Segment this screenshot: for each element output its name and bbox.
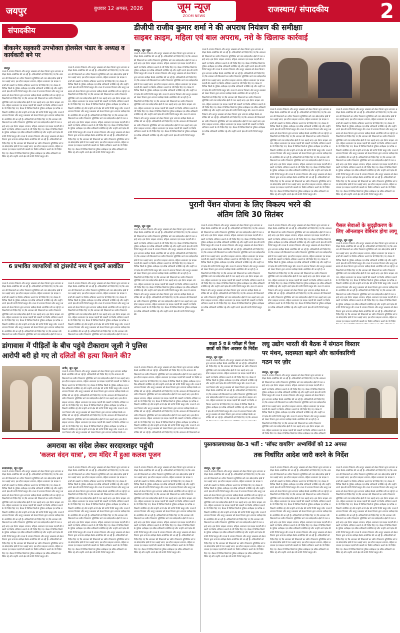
tikaram-col-2: राज्य में अपराध नियंत्रण और कानून व्यवस्था को लेकर विभाग द्वारा लगातार समीक्षा बैठकें आयोजित की जा रही हैं। अधिकारियों को निर्देश दिए गए कि आमजन की शिकायतों का त्वरित निस्तारण सुनिश्चित करें तथा संवेदनशील क्षेत्रों में गश्त बढ़ाई जाए। इस दौरान साइबर अपराध, महिला अत्याचार एवं मादक पदार्थों की तस्करी पर विशेष अभियान चलाने के भी निर्देश दिए गए। बैठक में विभिन्न जिलों के पुलिस अधीक्षक एवं वरिष्ठ अधिकारी उपस्थित रहे और उन्होंने अपने क्षेत्र की प्रगति रिपोर्ट प्रस्तुत की। राज्य में अपराध नियंत्रण और कानून व्यवस्था को लेकर विभाग द्वारा लगातार समीक्षा बैठकें आयोजित की जा रही हैं। अधिकारियों को निर्देश दिए गए कि आमजन की शिकायतों का त्वरित निस्तारण सुनिश्चित करें तथा संवेदनशील क्षेत्रों में गश्त बढ़ाई जाए। इस दौरान साइबर अपराध, महिला अत्याचार एवं मादक पदार्थों की तस्करी पर विशेष अभियान चलाने के भी निर्देश दिए गए। बैठक में विभिन्न जिलों के पुलिस अधीक्षक एवं वरिष्ठ अधिकारी उपस्थित रहे और उन्होंने अपने क्षेत्र की प्रगति रिपोर्ट प्रस्तुत की। राज्य में अपराध नियंत्रण और कानून व्यवस्था को लेकर विभाग द्वारा लगातार समीक्षा बैठकें आयोजित की जा रही हैं। अधिकारियों को निर्देश दिए गए कि आमजन की शिकायतों का त्वरित निस्तारण सुनिश्चित करें तथा संवेदनशील क्षेत्रों में गश्त बढ़ाई जाए। इस दौरान साइबर अपराध, महिला अत्याचार एवं मादक पदार्थों की तस्करी पर विशेष अभियान चलाने के भी निर्देश दिए गए। बैठक में विभिन्न जिलों के पुलिस अधीक्षक एवं वरिष्ठ अधिकारी उपस्थित रहे और उन्होंने अपने क्षेत्र की प्रगति रिपोर्ट प्रस्तुत की। राज्य में अपराध नियंत्रण और कानून व्यवस्था को लेकर विभाग द्वारा लगातार समीक्षा बैठकें आयोजित की जा रही हैं। अधिकारियों को निर्देश दिए गए कि आमजन की शिकायतों का [134, 366, 202, 434]
tikaram-photo [2, 366, 60, 432]
kalash-body [2, 466, 198, 630]
side-story-body: राज्य में अपराध नियंत्रण और कानून व्यवस्था को लेकर विभाग द्वारा लगातार समीक्षा बैठकें आयोजित की जा रही हैं। अधिकारियों को निर्देश दिए गए कि आमजन की शिकायतों का त्वरित निस्तारण सुनिश्चित करें तथा संवेदनशील क्षेत्रों में गश्त बढ़ाई जाए। इस दौरान साइबर अपराध, महिला अत्याचार एवं मादक पदार्थों की तस्करी पर विशेष अभियान चलाने के भी निर्देश दिए गए। बैठक में विभिन्न जिलों के पुलिस अधीक्षक एवं वरिष्ठ अधिकारी उपस्थित रहे और उन्होंने अपने क्षेत्र की प्रगति रिपोर्ट प्रस्तुत की। राज्य में अपराध नियंत्रण और कानून व्यवस्था को लेकर विभाग द्वारा लगातार समीक्षा बैठकें आयोजित की जा रही हैं। अधिकारियों को निर्देश दिए गए कि आमजन की शिकायतों का त्वरित निस्तारण सुनिश्चित करें तथा संवेदनशील क्षेत्रों में गश्त बढ़ाई जाए। इस दौरान साइबर अपराध, महिला अत्याचार एवं मादक पदार्थों की तस्करी पर विशेष अभियान चलाने के भी निर्देश दिए गए। बैठक में विभिन्न जिलों के पुलिस अधीक्षक एवं वरिष्ठ अधिकारी उपस्थित रहे और उन्होंने अपने क्षेत्र की प्रगति रिपोर्ट प्रस्तुत की। राज्य में अपराध नियंत्रण और कानून व्यवस्था को लेकर विभाग द्वारा लगातार समीक्षा बैठकें आयोजित की जा रही हैं। अधिकारियों को निर्देश दिए गए कि आमजन की शिकायतों का त्वरित निस्तारण सुनिश्चित करें तथा संवेदनशील क्षेत्रों में गश्त बढ़ाई जाए। इस दौरान साइबर अपराध, महिला अत्याचार एवं मादक पदार्थों की तस्करी पर विशेष अभियान चलाने के भी निर्देश दिए गए। बैठक में विभिन्न जिलों के पुलिस अधीक्षक एवं वरिष्ठ अधिकारी उपस्थित रहे और उन्होंने अपने क्षेत्र की प्रगति रिपोर्ट प्रस्तुत की। राज्य में अपराध नियंत्रण और कानून व्यवस्था को लेकर विभाग द्वारा लगातार समीक्षा बैठकें आयोजित की जा रही हैं। अधिकारियों को निर्देश दिए गए कि आमजन की शिकायतों का त्वरित निस्तारण सुनिश्चित करें तथा संवेदनशील क्षेत्रों में गश्त बढ़ाई जाए। इस दौरान साइबर अपराध, महिला अत्याचार एवं मादक पदार्थों की तस्करी पर विशेष अभियान चलाने के भी निर्देश [336, 241, 398, 323]
pension-col-1: राज्य में अपराध नियंत्रण और कानून व्यवस्था को लेकर विभाग द्वारा लगातार समीक्षा बैठकें आयोजित की जा रही हैं। अधिकारियों को निर्देश दिए गए कि आमजन की शिकायतों का त्वरित निस्तारण सुनिश्चित करें तथा संवेदनशील क्षेत्रों में गश्त बढ़ाई जाए। इस दौरान साइबर अपराध, महिला अत्याचार एवं मादक पदार्थों की तस्करी पर विशेष अभियान चलाने के भी निर्देश दिए गए। बैठक में विभिन्न जिलों के पुलिस अधीक्षक एवं वरिष्ठ अधिकारी उपस्थित रहे और उन्होंने अपने क्षेत्र की प्रगति रिपोर्ट प्रस्तुत की। राज्य में अपराध नियंत्रण और कानून व्यवस्था को लेकर विभाग द्वारा लगातार समीक्षा बैठकें आयोजित की जा रही हैं। अधिकारियों को निर्देश दिए गए कि आमजन की शिकायतों का त्वरित निस्तारण सुनिश्चित करें तथा संवेदनशील क्षेत्रों में गश्त बढ़ाई जाए। इस दौरान साइबर अपराध, महिला अत्याचार एवं मादक पदार्थों की तस्करी पर विशेष अभियान चलाने के भी निर्देश दिए गए। बैठक में विभिन्न जिलों के पुलिस अधीक्षक एवं वरिष्ठ अधिकारी उपस्थित रहे और उन्होंने अपने क्षेत्र की प्रगति रिपोर्ट प्रस्तुत की। राज्य में अपराध नियंत्रण और कानून व्यवस्था को लेकर विभाग द्वारा लगातार समीक्षा बैठकें आयोजित की जा रही हैं। अधिकारियों को निर्देश दिए गए कि आमजन की शिकायतों का त्वरित निस्तारण सुनिश्चित करें तथा संवेदनशील क्षेत्रों में गश्त बढ़ाई जाए। इस दौरान साइबर अपराध, महिला अत्याचार एवं मादक पदार्थों की तस्करी पर विशेष अभियान चलाने के भी निर्देश दिए गए। बैठक में विभिन्न जिलों के पुलिस अधीक्षक एवं वरिष्ठ अधिकारी उपस्थित रहे और उन्होंने अपने क्षेत्र की प्रगति रिपोर्ट प्रस्तुत की। राज्य में अपराध नियंत्रण और कानून व्यवस्था को लेकर विभाग द्वारा लगातार समीक्षा बैठकें आयोजित की जा रही हैं। अधिकारियों को निर्देश दिए गए कि आमजन की शिकायतों का त्वरित निस्तारण सुनिश्चित करें तथा संवेदनशील क्षेत्रों में गश्त बढ़ाई जाए। इस दौरान साइबर अपराध, महिला अत्याचार एवं मादक पदार्थों की तस्करी पर विशेष अभियान चलाने के भी निर्देश दिए गए। बैठक में विभिन्न जिलों के पुलिस अधीक्षक एवं वरिष्ठ अधिकारी उपस्थित रहे और उन्होंने अपने क्षेत्र की प्रगति रिपोर्ट प्रस्तुत की। [134, 228, 198, 317]
editorial-box-col-2: राज्य में अपराध नियंत्रण और कानून व्यवस्था को लेकर विभाग द्वारा लगातार समीक्षा बैठकें आयोजित की जा रही हैं। अधिकारियों को निर्देश दिए गए कि आमजन की शिकायतों का त्वरित निस्तारण सुनिश्चित करें तथा संवेदनशील क्षेत्रों में गश्त बढ़ाई जाए। इस दौरान साइबर अपराध, महिला अत्याचार एवं मादक पदार्थों की तस्करी पर विशेष अभियान चलाने के भी निर्देश दिए गए। बैठक में विभिन्न जिलों के पुलिस अधीक्षक एवं वरिष्ठ अधिकारी उपस्थित रहे और उन्होंने अपने क्षेत्र की प्रगति रिपोर्ट प्रस्तुत की। राज्य में अपराध नियंत्रण और कानून व्यवस्था को लेकर विभाग द्वारा लगातार समीक्षा बैठकें आयोजित की जा रही हैं। अधिकारियों को निर्देश दिए गए कि आमजन की शिकायतों का त्वरित निस्तारण सुनिश्चित करें तथा संवेदनशील क्षेत्रों में गश्त बढ़ाई जाए। इस दौरान साइबर अपराध, महिला अत्याचार एवं मादक पदार्थों की तस्करी पर विशेष अभियान चलाने के भी निर्देश दिए गए। बैठक में विभिन्न जिलों के पुलिस अधीक्षक एवं वरिष्ठ अधिकारी उपस्थित रहे और उन्होंने अपने क्षेत्र की प्रगति रिपोर्ट प्रस्तुत की। राज्य में अपराध नियंत्रण और कानून व्यवस्था को लेकर विभाग द्वारा लगातार समीक्षा बैठकें आयोजित की जा रही हैं। अधिकारियों को निर्देश दिए गए कि आमजन की शिकायतों का त्वरित निस्तारण सुनिश्चित करें तथा संवेदनशील क्षेत्रों में गश्त ब [68, 282, 130, 336]
section-label: राजस्थान/ संपादकीय [268, 5, 329, 14]
kalash-headline-2: 'कलश वंदन यात्रा', राम मंदिर में हुआ कलश पूजन [39, 451, 161, 459]
editorial-body [2, 66, 130, 260]
logo [152, 1, 236, 21]
editorial-box-col-1: राज्य में अपराध नियंत्रण और कानून व्यवस्था को लेकर विभाग द्वारा लगातार समीक्षा बैठकें आयोजित की जा रही हैं। अधिकारियों को निर्देश दिए गए कि आमजन की शिकायतों का त्वरित निस्तारण सुनिश्चित करें तथा संवेदनशील क्षेत्रों में गश्त बढ़ाई जाए। इस दौरान साइबर अपराध, महिला अत्याचार एवं मादक पदार्थों की तस्करी पर विशेष अभियान चलाने के भी निर्देश दिए गए। बैठक में विभिन्न जिलों के पुलिस अधीक्षक एवं वरिष्ठ अधिकारी उपस्थित रहे और उन्होंने अपने क्षेत्र की प्रगति रिपोर्ट प्रस्तुत की। राज्य में अपराध नियंत्रण और कानून व्यवस्था को लेकर विभाग द्वारा लगातार समीक्षा बैठकें आयोजित की जा रही हैं। अधिकारियों को निर्देश दिए गए कि आमजन की शिकायतों का त्वरित निस्तारण सुनिश्चित करें तथा संवेदनशील क्षेत्रों में गश्त बढ़ाई जाए। इस दौरान साइबर अपराध, महिला अत्याचार एवं मादक पदार्थों की तस्करी पर विशेष अभियान चलाने के भी निर्देश दिए गए। बैठक में विभिन्न जिलों के पुलिस अधीक्षक एवं वरिष्ठ अधिकारी उपस्थित रहे और उन्होंने अपने क्षेत्र की प्रगति रिपोर्ट प्रस्तुत की। राज्य में अपराध नियंत्रण और कानून व्यवस्था को लेकर विभाग द्वारा लगातार समीक्षा बैठकें आयोजित की जा रही हैं। अधिकारियों को निर्देश दिए गए कि आमजन की शिकायतों का त्वरित निस्तारण सुनिश्चित करें तथा संवेदनशील क्षेत्रों में गश्त ब [2, 282, 64, 336]
lead-right-body [270, 108, 398, 196]
library-col-3: राज्य में अपराध नियंत्रण और कानून व्यवस्था को लेकर विभाग द्वारा लगातार समीक्षा बैठकें आयोजित की जा रही हैं। अधिकारियों को निर्देश दिए गए कि आमजन की शिकायतों का त्वरित निस्तारण सुनिश्चित करें तथा संवेदनशील क्षेत्रों में गश्त बढ़ाई जाए। इस दौरान साइबर अपराध, महिला अत्याचार एवं मादक पदार्थों की तस्करी पर विशेष अभियान चलाने के भी निर्देश दिए गए। बैठक में विभिन्न जिलों के पुलिस अधीक्षक एवं वरिष्ठ अधिकारी उपस्थित रहे और उन्होंने अपने क्षेत्र की प्रगति रिपोर्ट प्रस्तुत की। राज्य में अपराध नियंत्रण और कानून व्यवस्था को लेकर विभाग द्वारा लगातार समीक्षा बैठकें आयोजित की जा रही हैं। अधिकारियों को निर्देश दिए गए कि आमजन की शिकायतों का त्वरित निस्तारण सुनिश्चित करें तथा संवेदनशील क्षेत्रों में गश्त बढ़ाई जाए। इस दौरान साइबर अपराध, महिला अत्याचार एवं मादक पदार्थों की तस्करी पर विशेष अभियान चलाने के भी निर्देश दिए गए। बैठक में विभिन्न जिलों के पुलिस अधीक्षक एवं वरिष्ठ अधिकारी उपस्थित रहे और उन्होंने अपने क्षेत्र की प्रगति रिपोर्ट प्रस्तुत की। राज्य में अपराध नियंत्रण और कानून व्यवस्था को लेकर विभाग द्वारा लगातार समीक्षा बैठकें आयोजित की जा रही हैं। अधिकारियों को निर्देश दिए गए कि आमजन की शिकायतों का त्वरित निस्तारण सुनिश्चित करें तथा संवेदनशील क्षेत्रों में गश्त बढ़ाई जाए। इस दौरान साइबर अपराध, महिला अत्याचार एवं मादक पदार्थों की तस्करी पर विशेष अभियान चलाने के भी निर्देश दिए गए। बैठक में विभिन्न जिलों के पुलिस अधीक्षक एवं वरिष्ठ अधिकारी उपस्थित रहे और उन्होंने अपने क्षेत्र की प्रगति रिपोर्ट प्रस्तुत की। राज्य में अपराध नियंत्रण और कानून व्यवस्था को लेकर विभाग द्वारा लगातार समीक्षा बैठकें आयोजित की जा रही हैं। अधिकारियों को निर्देश दिए गए कि आमजन की शिकायतों का त्वरित निस्तारण सुनिश्चित करें तथा संवेदनशील क्षेत्रों में गश्त बढ़ाई जाए। इस दौरान साइबर अपराध, महिला अत्याचार एवं मादक पदार्थों की तस्करी पर विशेष अभियान चलाने के भी निर्देश दिए गए। बैठक में विभिन्न जिलों के पुलिस अधीक्षक एवं वरिष्ठ अधिकारी उपस्थित रहे और उन्होंने अपने क्षेत्र की प्रगति रिपोर्ट प्रस्तुत की। [336, 466, 398, 555]
library-col-2: राज्य में अपराध नियंत्रण और कानून व्यवस्था को लेकर विभाग द्वारा लगातार समीक्षा बैठकें आयोजित की जा रही हैं। अधिकारियों को निर्देश दिए गए कि आमजन की शिकायतों का त्वरित निस्तारण सुनिश्चित करें तथा संवेदनशील क्षेत्रों में गश्त बढ़ाई जाए। इस दौरान साइबर अपराध, महिला अत्याचार एवं मादक पदार्थों की तस्करी पर विशेष अभियान चलाने के भी निर्देश दिए गए। बैठक में विभिन्न जिलों के पुलिस अधीक्षक एवं वरिष्ठ अधिकारी उपस्थित रहे और उन्होंने अपने क्षेत्र की प्रगति रिपोर्ट प्रस्तुत की। राज्य में अपराध नियंत्रण और कानून व्यवस्था को लेकर विभाग द्वारा लगातार समीक्षा बैठकें आयोजित की जा रही हैं। अधिकारियों को निर्देश दिए गए कि आमजन की शिकायतों का त्वरित निस्तारण सुनिश्चित करें तथा संवेदनशील क्षेत्रों में गश्त बढ़ाई जाए। इस दौरान साइबर अपराध, महिला अत्याचार एवं मादक पदार्थों की तस्करी पर विशेष अभियान चलाने के भी निर्देश दिए गए। बैठक में विभिन्न जिलों के पुलिस अधीक्षक एवं वरिष्ठ अधिकारी उपस्थित रहे और उन्होंने अपने क्षेत्र की प्रगति रिपोर्ट प्रस्तुत की। राज्य में अपराध नियंत्रण और कानून व्यवस्था को लेकर विभाग द्वारा लगातार समीक्षा बैठकें आयोजित की जा रही हैं। अधिकारियों को निर्देश दिए गए कि आमजन की शिकायतों का त्वरित निस्तारण सुनिश्चित करें तथा संवेदनशील क्षेत्रों में गश्त बढ़ाई जाए। इस दौरान साइबर अपराध, महिला अत्याचार एवं मादक पदार्थों की तस्करी पर विशेष अभियान चलाने के भी निर्देश दिए गए। बैठक में विभिन्न जिलों के पुलिस अधीक्षक एवं वरिष्ठ अधिकारी उपस्थित रहे और उन्होंने अपने क्षेत्र की प्रगति रिपोर्ट प्रस्तुत की। राज्य में अपराध नियंत्रण और कानून व्यवस्था को लेकर विभाग द्वारा लगातार समीक्षा बैठकें आयोजित की जा रही हैं। अधिकारियों को निर्देश दिए गए कि आमजन की शिकायतों का त्वरित निस्तारण सुनिश्चित करें तथा संवेदनशील क्षेत्रों में गश्त बढ़ाई जाए। इस दौरान साइबर अपराध, महिला अत्याचार एवं मादक पदार्थों की तस्करी पर विशेष अभियान चलाने के भी निर्देश दिए गए। बैठक में विभिन्न जिलों के पुलिस अधीक्षक एवं वरिष्ठ अधिकारी उपस्थित रहे और उन्होंने अपने क्षेत्र की प्रगति रिपोर्ट प्रस्तुत की। [270, 466, 332, 555]
logo-text: जूम न्यूज़ [177, 2, 211, 13]
tikaram-headline-2a: आरोपी बरी हो गए तो [2, 352, 60, 360]
library-headline-2: तक निर्धारित आदेश जारी करने के निर्देश [253, 451, 349, 459]
pension-headline-1: पुरानी पेंशन योजना के लिए विकल्प भरने की [189, 200, 311, 209]
pension-byline: जयपुर, जूम न्यूज़ [134, 225, 151, 228]
pension-col-2: राज्य में अपराध नियंत्रण और कानून व्यवस्था को लेकर विभाग द्वारा लगातार समीक्षा बैठकें आयोजित की जा रही हैं। अधिकारियों को निर्देश दिए गए कि आमजन की शिकायतों का त्वरित निस्तारण सुनिश्चित करें तथा संवेदनशील क्षेत्रों में गश्त बढ़ाई जाए। इस दौरान साइबर अपराध, महिला अत्याचार एवं मादक पदार्थों की तस्करी पर विशेष अभियान चलाने के भी निर्देश दिए गए। बैठक में विभिन्न जिलों के पुलिस अधीक्षक एवं वरिष्ठ अधिकारी उपस्थित रहे और उन्होंने अपने क्षेत्र की प्रगति रिपोर्ट प्रस्तुत की। राज्य में अपराध नियंत्रण और कानून व्यवस्था को लेकर विभाग द्वारा लगातार समीक्षा बैठकें आयोजित की जा रही हैं। अधिकारियों को निर्देश दिए गए कि आमजन की शिकायतों का त्वरित निस्तारण सुनिश्चित करें तथा संवेदनशील क्षेत्रों में गश्त बढ़ाई जाए। इस दौरान साइबर अपराध, महिला अत्याचार एवं मादक पदार्थों की तस्करी पर विशेष अभियान चलाने के भी निर्देश दिए गए। बैठक में विभिन्न जिलों के पुलिस अधीक्षक एवं वरिष्ठ अधिकारी उपस्थित रहे और उन्होंने अपने क्षेत्र की प्रगति रिपोर्ट प्रस्तुत की। राज्य में अपराध नियंत्रण और कानून व्यवस्था को लेकर विभाग द्वारा लगातार समीक्षा बैठकें आयोजित की जा रही हैं। अधिकारियों को निर्देश दिए गए कि आमजन की शिकायतों का त्वरित निस्तारण सुनिश्चित करें तथा संवेदनशील क्षेत्रों में गश्त बढ़ाई जाए। इस दौरान साइबर अपराध, महिला अत्याचार एवं मादक पदार्थों की तस्करी पर विशेष अभियान चलाने के भी निर्देश दिए गए। बैठक में विभिन्न जिलों के पुलिस अधीक्षक एवं वरिष्ठ अधिकारी उपस्थित रहे और उन्होंने अपने क्षेत्र की प्रगति रिपोर्ट प्रस्तुत की। राज्य में अपराध नियंत्रण और कानून व्यवस्था को लेकर विभाग द्वारा लगातार समीक्षा बैठकें आयोजित की जा रही हैं। अधिकारियों को निर्देश दिए गए कि आमजन की शिकायतों का त्वरित निस्तारण सुनिश्चित करें तथा संवेदनशील क्षेत्रों में गश्त बढ़ाई जाए। इस दौरान साइबर अपराध, महिला अत्याचार एवं मादक पदार्थों की तस्करी पर विशेष अभियान चलाने के भी निर्देश दिए गए। बैठक में विभिन्न जिलों के पुलिस अधीक्षक एवं वरिष्ठ अधिकारी उपस्थित रहे और उन्होंने अपने क्षेत्र की प्रगति रिपोर्ट प्रस्तुत की। [201, 224, 265, 313]
issue-date: बुधवार 12 अगस्त, 2026 [94, 6, 143, 12]
library-headline-1: पुस्तकालयाध्यक्ष ग्रेड-3 भर्ती : 'सॉफ्ट वायरिंग' अभ्यर्थियों को 12 अगस्त [204, 442, 347, 448]
lead-col-2: राज्य में अपराध नियंत्रण और कानून व्यवस्था को लेकर विभाग द्वारा लगातार समीक्षा बैठकें आयोजित की जा रही हैं। अधिकारियों को निर्देश दिए गए कि आमजन की शिकायतों का त्वरित निस्तारण सुनिश्चित करें तथा संवेदनशील क्षेत्रों में गश्त बढ़ाई जाए। इस दौरान साइबर अपराध, महिला अत्याचार एवं मादक पदार्थों की तस्करी पर विशेष अभियान चलाने के भी निर्देश दिए गए। बैठक में विभिन्न जिलों के पुलिस अधीक्षक एवं वरिष्ठ अधिकारी उपस्थित रहे और उन्होंने अपने क्षेत्र की प्रगति रिपोर्ट प्रस्तुत की। राज्य में अपराध नियंत्रण और कानून व्यवस्था को लेकर विभाग द्वारा लगातार समीक्षा बैठकें आयोजित की जा रही हैं। अधिकारियों को निर्देश दिए गए कि आमजन की शिकायतों का त्वरित निस्तारण सुनिश्चित करें तथा संवेदनशील क्षेत्रों में गश्त बढ़ाई जाए। इस दौरान साइबर अपराध, महिला अत्याचार एवं मादक पदार्थों की तस्करी पर विशेष अभियान चलाने के भी निर्देश दिए गए। बैठक में विभिन्न जिलों के पुलिस अधीक्षक एवं वरिष्ठ अधिकारी उपस्थित रहे और उन्होंने अपने क्षेत्र की प्रगति रिपोर्ट प्रस्तुत की। राज्य में अपराध नियंत्रण और कानून व्यवस्था को लेकर विभाग द्वारा लगातार समीक्षा बैठकें आयोजित की जा रही हैं। अधिकारियों को निर्देश दिए गए कि आमजन की शिकायतों का त्वरित निस्तारण सुनिश्चित करें तथा संवेदनशील क्षेत्रों में गश्त बढ़ाई जाए। इस दौरान साइबर अपराध, महिला अत्याचार एवं मादक पदार्थों की तस्करी पर विशेष अभियान चलाने के भी निर्देश दिए गए। बैठक में विभिन्न जिलों के पुलिस अधीक्षक एवं वरिष्ठ अधिकारी उपस्थित रहे और उन्होंने अपने क्षेत्र की प्रगति रिपोर्ट प्रस्तुत की। राज्य में अपराध नियंत्रण और कानून व्यवस्था को लेकर विभाग द्वारा लगातार समीक्षा बैठकें आयोजित की जा रही हैं। अधिकारियों को निर्देश दिए गए कि आमजन की शिकायतों का त्वरित निस्तारण सुनिश्चित करें तथा संवेदनशील क्षेत्रों में गश्त बढ़ाई जाए। इस दौरान साइबर अपराध, महिला अत्याचार एवं मादक पदार्थों की तस्करी पर विशेष अभियान चलाने के भी निर्देश दिए गए। बैठक में विभिन्न जिलों के पुलिस अधीक्षक एवं वरिष्ठ अधिकारी उपस्थित रहे और उन्होंने अपने क्षेत्र की प्रगति रिपोर्ट प्रस्तुत की। [202, 48, 266, 137]
library-body [204, 466, 398, 630]
kalash-headline-1: अमरावा का संदेश लेकर सरदारशहर पहुंची [46, 442, 154, 450]
tikaram-rule [2, 338, 398, 339]
lead-body [134, 48, 266, 196]
lead-headline-2: साइबर क्राइम, महिला एवं बाल अपराध, नशे के खिलाफ कार्रवाई [134, 33, 308, 42]
editorial-box [2, 262, 130, 280]
library-col-1: राज्य में अपराध नियंत्रण और कानून व्यवस्था को लेकर विभाग द्वारा लगातार समीक्षा बैठकें आयोजित की जा रही हैं। अधिकारियों को निर्देश दिए गए कि आमजन की शिकायतों का त्वरित निस्तारण सुनिश्चित करें तथा संवेदनशील क्षेत्रों में गश्त बढ़ाई जाए। इस दौरान साइबर अपराध, महिला अत्याचार एवं मादक पदार्थों की तस्करी पर विशेष अभियान चलाने के भी निर्देश दिए गए। बैठक में विभिन्न जिलों के पुलिस अधीक्षक एवं वरिष्ठ अधिकारी उपस्थित रहे और उन्होंने अपने क्षेत्र की प्रगति रिपोर्ट प्रस्तुत की। राज्य में अपराध नियंत्रण और कानून व्यवस्था को लेकर विभाग द्वारा लगातार समीक्षा बैठकें आयोजित की जा रही हैं। अधिकारियों को निर्देश दिए गए कि आमजन की शिकायतों का त्वरित निस्तारण सुनिश्चित करें तथा संवेदनशील क्षेत्रों में गश्त बढ़ाई जाए। इस दौरान साइबर अपराध, महिला अत्याचार एवं मादक पदार्थों की तस्करी पर विशेष अभियान चलाने के भी निर्देश दिए गए। बैठक में विभिन्न जिलों के पुलिस अधीक्षक एवं वरिष्ठ अधिकारी उपस्थित रहे और उन्होंने अपने क्षेत्र की प्रगति रिपोर्ट प्रस्तुत की। राज्य में अपराध नियंत्रण और कानून व्यवस्था को लेकर विभाग द्वारा लगातार समीक्षा बैठकें आयोजित की जा रही हैं। अधिकारियों को निर्देश दिए गए कि आमजन की शिकायतों का त्वरित निस्तारण सुनिश्चित करें तथा संवेदनशील क्षेत्रों में गश्त बढ़ाई जाए। इस दौरान साइबर अपराध, महिला अत्याचार एवं मादक पदार्थों की तस्करी पर विशेष अभियान चलाने के भी निर्देश दिए गए। बैठक में विभिन्न जिलों के पुलिस अधीक्षक एवं वरिष्ठ अधिकारी उपस्थित रहे और उन्होंने अपने क्षेत्र की प्रगति रिपोर्ट प्रस्तुत की। राज्य में अपराध नियंत्रण और कानून व्यवस्था को लेकर विभाग द्वारा लगातार समीक्षा बैठकें आयोजित की जा रही हैं। अधिकारियों को निर्देश दिए गए कि आमजन की शिकायतों का त्वरित निस्तारण सुनिश्चित करें तथा संवेदनशील क्षेत्रों में गश्त बढ़ाई जाए। इस दौरान साइबर अपराध, महिला अत्याचार एवं मादक पदार्थों की तस्करी पर विशेष अभियान चलाने के भी निर्देश दिए गए। बैठक में विभिन्न जिलों के पुलिस अधीक्षक एवं वरिष्ठ अधिकारी उपस्थित रहे और उन्होंने अपने क्षेत्र की प्रगति रिपोर्ट प्रस्तुत की। [204, 470, 266, 559]
tikaram-headline-2 [2, 352, 202, 360]
msme-headline-3: गठन पर ज़ोर [262, 359, 291, 366]
tikaram-body [62, 366, 202, 434]
msme-byline: जयपुर, जूम न्यूज़ [262, 371, 279, 374]
lead-right-col-1: राज्य में अपराध नियंत्रण और कानून व्यवस्था को लेकर विभाग द्वारा लगातार समीक्षा बैठकें आयोजित की जा रही हैं। अधिकारियों को निर्देश दिए गए कि आमजन की शिकायतों का त्वरित निस्तारण सुनिश्चित करें तथा संवेदनशील क्षेत्रों में गश्त बढ़ाई जाए। इस दौरान साइबर अपराध, महिला अत्याचार एवं मादक पदार्थों की तस्करी पर विशेष अभियान चलाने के भी निर्देश दिए गए। बैठक में विभिन्न जिलों के पुलिस अधीक्षक एवं वरिष्ठ अधिकारी उपस्थित रहे और उन्होंने अपने क्षेत्र की प्रगति रिपोर्ट प्रस्तुत की। राज्य में अपराध नियंत्रण और कानून व्यवस्था को लेकर विभाग द्वारा लगातार समीक्षा बैठकें आयोजित की जा रही हैं। अधिकारियों को निर्देश दिए गए कि आमजन की शिकायतों का त्वरित निस्तारण सुनिश्चित करें तथा संवेदनशील क्षेत्रों में गश्त बढ़ाई जाए। इस दौरान साइबर अपराध, महिला अत्याचार एवं मादक पदार्थों की तस्करी पर विशेष अभियान चलाने के भी निर्देश दिए गए। बैठक में विभिन्न जिलों के पुलिस अधीक्षक एवं वरिष्ठ अधिकारी उपस्थित रहे और उन्होंने अपने क्षेत्र की प्रगति रिपोर्ट प्रस्तुत की। राज्य में अपराध नियंत्रण और कानून व्यवस्था को लेकर विभाग द्वारा लगातार समीक्षा बैठकें आयोजित की जा रही हैं। अधिकारियों को निर्देश दिए गए कि आमजन की शिकायतों का त्वरित निस्तारण सुनिश्चित करें तथा संवेदनशील क्षेत्रों में गश्त बढ़ाई जाए। इस दौरान साइबर अपराध, महिला अत्याचार एवं मादक पदार्थों की तस्करी पर विशेष अभियान चलाने के भी निर्देश दिए गए। बैठक में विभिन्न जिलों के पुलिस अधीक्षक एवं वरिष्ठ अधिकारी उपस्थित रहे और उन्होंने अपने क्षेत्र की प्रगति रिपोर्ट प्रस्तुत की। राज्य में अपराध नियंत्रण और कानून व्यवस्था को लेकर विभाग द्वारा लगातार समीक्षा बैठकें आयोजित की जा रही हैं। अधिकारियों को निर्देश दिए गए कि आमजन की शिकायतों का त्वरित निस्तारण सुनिश्चित करें तथा संवेदनशील क्षेत्रों में गश्त बढ़ाई जाए। इस दौरान साइबर अपराध, महिला अत्याचार एवं मादक पदार्थों की तस्करी पर विशेष अभियान चलाने के भी निर्देश दिए गए। बैठक में विभिन्न जिलों के पुलिस अधीक्षक एवं वरिष्ठ अधिकारी उपस्थित रहे और उन्होंने अपने क्षेत्र की प्रगति रिपोर्ट प्रस्तुत की। [270, 108, 332, 196]
lead-byline: जयपुर, जूम न्यूज़ [134, 49, 151, 52]
editorial-col-1: राज्य में अपराध नियंत्रण और कानून व्यवस्था को लेकर विभाग द्वारा लगातार समीक्षा बैठकें आयोजित की जा रही हैं। अधिकारियों को निर्देश दिए गए कि आमजन की शिकायतों का त्वरित निस्तारण सुनिश्चित करें तथा संवेदनशील क्षेत्रों में गश्त बढ़ाई जाए। इस दौरान साइबर अपराध, महिला अत्याचार एवं मादक पदार्थों की तस्करी पर विशेष अभियान चलाने के भी निर्देश दिए गए। बैठक में विभिन्न जिलों के पुलिस अधीक्षक एवं वरिष्ठ अधिकारी उपस्थित रहे और उन्होंने अपने क्षेत्र की प्रगति रिपोर्ट प्रस्तुत की। राज्य में अपराध नियंत्रण और कानून व्यवस्था को लेकर विभाग द्वारा लगातार समीक्षा बैठकें आयोजित की जा रही हैं। अधिकारियों को निर्देश दिए गए कि आमजन की शिकायतों का त्वरित निस्तारण सुनिश्चित करें तथा संवेदनशील क्षेत्रों में गश्त बढ़ाई जाए। इस दौरान साइबर अपराध, महिला अत्याचार एवं मादक पदार्थों की तस्करी पर विशेष अभियान चलाने के भी निर्देश दिए गए। बैठक में विभिन्न जिलों के पुलिस अधीक्षक एवं वरिष्ठ अधिकारी उपस्थित रहे और उन्होंने अपने क्षेत्र की प्रगति रिपोर्ट प्रस्तुत की। राज्य में अपराध नियंत्रण और कानून व्यवस्था को लेकर विभाग द्वारा लगातार समीक्षा बैठकें आयोजित की जा रही हैं। अधिकारियों को निर्देश दिए गए कि आमजन की शिकायतों का त्वरित निस्तारण सुनिश्चित करें तथा संवेदनशील क्षेत्रों में गश्त बढ़ाई जाए। इस दौरान साइबर अपराध, महिला अत्याचार एवं मादक पदार्थों की तस्करी पर विशेष अभियान चलाने के भी निर्देश दिए गए। बैठक में विभिन्न जिलों के पुलिस अधीक्षक एवं वरिष्ठ अधिकारी उपस्थित रहे और उन्होंने अपने क्षेत्र की प्रगति रिपोर्ट प्रस्तुत की। राज्य में अपराध नियंत्रण और कानून व्यवस्था को लेकर विभाग द्वारा लगातार समीक्षा बैठकें आयोजित की जा रही हैं। अधिकारियों को निर्देश दिए गए कि आमजन की शिकायतों का त्वरित निस्तारण सुनिश्चित करें तथा संवेदनशील क्षेत्रों में गश्त बढ़ाई जाए। इस दौरान साइबर अपराध, महिला अत्याचार एवं मादक पदार्थों की तस्करी पर विशेष अभियान चलाने के भी निर्देश दिए गए। बैठक में विभिन्न जिलों के पुलिस अधीक्षक एवं वरिष्ठ अधिकारी उपस्थित रहे और उन्होंने अपने क्षेत्र की प्रगति रिपोर्ट प्रस्तुत की। [2, 70, 64, 159]
kalash-col-3: राज्य में अपराध नियंत्रण और कानून व्यवस्था को लेकर विभाग द्वारा लगातार समीक्षा बैठकें आयोजित की जा रही हैं। अधिकारियों को निर्देश दिए गए कि आमजन की शिकायतों का त्वरित निस्तारण सुनिश्चित करें तथा संवेदनशील क्षेत्रों में गश्त बढ़ाई जाए। इस दौरान साइबर अपराध, महिला अत्याचार एवं मादक पदार्थों की तस्करी पर विशेष अभियान चलाने के भी निर्देश दिए गए। बैठक में विभिन्न जिलों के पुलिस अधीक्षक एवं वरिष्ठ अधिकारी उपस्थित रहे और उन्होंने अपने क्षेत्र की प्रगति रिपोर्ट प्रस्तुत की। राज्य में अपराध नियंत्रण और कानून व्यवस्था को लेकर विभाग द्वारा लगातार समीक्षा बैठकें आयोजित की जा रही हैं। अधिकारियों को निर्देश दिए गए कि आमजन की शिकायतों का त्वरित निस्तारण सुनिश्चित करें तथा संवेदनशील क्षेत्रों में गश्त बढ़ाई जाए। इस दौरान साइबर अपराध, महिला अत्याचार एवं मादक पदार्थों की तस्करी पर विशेष अभियान चलाने के भी निर्देश दिए गए। बैठक में विभिन्न जिलों के पुलिस अधीक्षक एवं वरिष्ठ अधिकारी उपस्थित रहे और उन्होंने अपने क्षेत्र की प्रगति रिपोर्ट प्रस्तुत की। राज्य में अपराध नियंत्रण और कानून व्यवस्था को लेकर विभाग द्वारा लगातार समीक्षा बैठकें आयोजित की जा रही हैं। अधिकारियों को निर्देश दिए गए कि आमजन की शिकायतों का त्वरित निस्तारण सुनिश्चित करें तथा संवेदनशील क्षेत्रों में गश्त बढ़ाई जाए। इस दौरान साइबर अपराध, महिला अत्याचार एवं मादक पदार्थों की तस्करी पर विशेष अभियान चलाने के भी निर्देश दिए गए। बैठक में विभिन्न जिलों के पुलिस अधीक्षक एवं वरिष्ठ अधिकारी उपस्थित रहे और उन्होंने अपने क्षेत्र की प्रगति रिपोर्ट प्रस्तुत की। राज्य में अपराध नियंत्रण और कानून व्यवस्था को लेकर विभाग द्वारा लगातार समीक्षा बैठकें आयोजित की जा रही हैं। अधिकारियों को निर्देश दिए गए कि आमजन की शिकायतों का त्वरित निस्तारण सुनिश्चित करें तथा संवेदनशील क्षेत्रों में गश्त बढ़ाई जाए। इस दौरान साइबर अपराध, महिला अत्याचार एवं मादक पदार्थों की तस्करी पर विशेष अभियान चलाने के भी निर्देश दिए गए। बैठक में विभिन्न जिलों के पुलिस अधीक्षक एवं वरिष्ठ अधिकारी उपस्थित रहे और उन्होंने अपने क्षेत्र की प्रगति रिपोर्ट प्रस्तुत की। [134, 466, 196, 555]
library-divider [200, 440, 201, 632]
lead-photo [270, 48, 398, 106]
msme-headline-2: पर मंथन, सदस्यता बढ़ाने और कार्यकारिणी [262, 350, 356, 357]
library-byline: जयपुर, जूम न्यूज़ [204, 467, 221, 470]
page-number: 2 [380, 0, 394, 23]
msme-body [262, 370, 326, 434]
editorial-box-body [2, 282, 130, 336]
lead-right-col-2: राज्य में अपराध नियंत्रण और कानून व्यवस्था को लेकर विभाग द्वारा लगातार समीक्षा बैठकें आयोजित की जा रही हैं। अधिकारियों को निर्देश दिए गए कि आमजन की शिकायतों का त्वरित निस्तारण सुनिश्चित करें तथा संवेदनशील क्षेत्रों में गश्त बढ़ाई जाए। इस दौरान साइबर अपराध, महिला अत्याचार एवं मादक पदार्थों की तस्करी पर विशेष अभियान चलाने के भी निर्देश दिए गए। बैठक में विभिन्न जिलों के पुलिस अधीक्षक एवं वरिष्ठ अधिकारी उपस्थित रहे और उन्होंने अपने क्षेत्र की प्रगति रिपोर्ट प्रस्तुत की। राज्य में अपराध नियंत्रण और कानून व्यवस्था को लेकर विभाग द्वारा लगातार समीक्षा बैठकें आयोजित की जा रही हैं। अधिकारियों को निर्देश दिए गए कि आमजन की शिकायतों का त्वरित निस्तारण सुनिश्चित करें तथा संवेदनशील क्षेत्रों में गश्त बढ़ाई जाए। इस दौरान साइबर अपराध, महिला अत्याचार एवं मादक पदार्थों की तस्करी पर विशेष अभियान चलाने के भी निर्देश दिए गए। बैठक में विभिन्न जिलों के पुलिस अधीक्षक एवं वरिष्ठ अधिकारी उपस्थित रहे और उन्होंने अपने क्षेत्र की प्रगति रिपोर्ट प्रस्तुत की। राज्य में अपराध नियंत्रण और कानून व्यवस्था को लेकर विभाग द्वारा लगातार समीक्षा बैठकें आयोजित की जा रही हैं। अधिकारियों को निर्देश दिए गए कि आमजन की शिकायतों का त्वरित निस्तारण सुनिश्चित करें तथा संवेदनशील क्षेत्रों में गश्त बढ़ाई जाए। इस दौरान साइबर अपराध, महिला अत्याचार एवं मादक पदार्थों की तस्करी पर विशेष अभियान चलाने के भी निर्देश दिए गए। बैठक में विभिन्न जिलों के पुलिस अधीक्षक एवं वरिष्ठ अधिकारी उपस्थित रहे और उन्होंने अपने क्षेत्र की प्रगति रिपोर्ट प्रस्तुत की। राज्य में अपराध नियंत्रण और कानून व्यवस्था को लेकर विभाग द्वारा लगातार समीक्षा बैठकें आयोजित की जा रही हैं। अधिकारियों को निर्देश दिए गए कि आमजन की शिकायतों का त्वरित निस्तारण सुनिश्चित करें तथा संवेदनशील क्षेत्रों में गश्त बढ़ाई जाए। इस दौरान साइबर अपराध, महिला अत्याचार एवं मादक पदार्थों की तस्करी पर विशेष अभियान चलाने के भी निर्देश दिए गए। बैठक में विभिन्न जिलों के पुलिस अधीक्षक एवं वरिष्ठ अधिकारी उपस्थित रहे और उन्होंने अपने क्षेत्र की प्रगति रिपोर्ट प्रस्तुत की। [336, 108, 398, 196]
side-story [336, 224, 398, 334]
pension-rule [134, 198, 398, 199]
lead-headline-1: डीजीपी राजीव कुमार शर्मा ने की अपराध नियंत्रण की समीक्षाः [134, 23, 303, 32]
kalash-rule [2, 438, 398, 439]
pension-headline-2: अंतिम तिथि 30 सितंबर [216, 210, 284, 219]
editorial-label: संपादकीय [2, 24, 78, 38]
editorial-col-2: राज्य में अपराध नियंत्रण और कानून व्यवस्था को लेकर विभाग द्वारा लगातार समीक्षा बैठकें आयोजित की जा रही हैं। अधिकारियों को निर्देश दिए गए कि आमजन की शिकायतों का त्वरित निस्तारण सुनिश्चित करें तथा संवेदनशील क्षेत्रों में गश्त बढ़ाई जाए। इस दौरान साइबर अपराध, महिला अत्याचार एवं मादक पदार्थों की तस्करी पर विशेष अभियान चलाने के भी निर्देश दिए गए। बैठक में विभिन्न जिलों के पुलिस अधीक्षक एवं वरिष्ठ अधिकारी उपस्थित रहे और उन्होंने अपने क्षेत्र की प्रगति रिपोर्ट प्रस्तुत की। राज्य में अपराध नियंत्रण और कानून व्यवस्था को लेकर विभाग द्वारा लगातार समीक्षा बैठकें आयोजित की जा रही हैं। अधिकारियों को निर्देश दिए गए कि आमजन की शिकायतों का त्वरित निस्तारण सुनिश्चित करें तथा संवेदनशील क्षेत्रों में गश्त बढ़ाई जाए। इस दौरान साइबर अपराध, महिला अत्याचार एवं मादक पदार्थों की तस्करी पर विशेष अभियान चलाने के भी निर्देश दिए गए। बैठक में विभिन्न जिलों के पुलिस अधीक्षक एवं वरिष्ठ अधिकारी उपस्थित रहे और उन्होंने अपने क्षेत्र की प्रगति रिपोर्ट प्रस्तुत की। राज्य में अपराध नियंत्रण और कानून व्यवस्था को लेकर विभाग द्वारा लगातार समीक्षा बैठकें आयोजित की जा रही हैं। अधिकारियों को निर्देश दिए गए कि आमजन की शिकायतों का त्वरित निस्तारण सुनिश्चित करें तथा संवेदनशील क्षेत्रों में गश्त बढ़ाई जाए। इस दौरान साइबर अपराध, महिला अत्याचार एवं मादक पदार्थों की तस्करी पर विशेष अभियान चलाने के भी निर्देश दिए गए। बैठक में विभिन्न जिलों के पुलिस अधीक्षक एवं वरिष्ठ अधिकारी उपस्थित रहे और उन्होंने अपने क्षेत्र की प्रगति रिपोर्ट प्रस्तुत की। राज्य में अपराध नियंत्रण और कानून व्यवस्था को लेकर विभाग द्वारा लगातार समीक्षा बैठकें आयोजित की जा रही हैं। अधिकारियों को निर्देश दिए गए कि आमजन की शिकायतों का त्वरित निस्तारण सुनिश्चित करें तथा संवेदनशील क्षेत्रों में गश्त बढ़ाई जाए। इस दौरान साइबर अपराध, महिला अत्याचार एवं मादक पदार्थों की तस्करी पर विशेष अभियान चलाने के भी निर्देश दिए गए। बैठक में विभिन्न जिलों के पुलिस अधीक्षक एवं वरिष्ठ अधिकारी उपस्थित रहे और उन्होंने अपने क्षेत्र की प्रगति रिपोर्ट प्रस्तुत की। [68, 66, 130, 155]
editorial-headline: बीकानेर सहकारी उपभोक्ता होलसेल भंडार के अध्यक्ष व कार्यकारी बने पर [2, 44, 130, 62]
tikaram-headline-2b: दलितों की हत्या किसने की? [59, 352, 132, 360]
lead-col-1: राज्य में अपराध नियंत्रण और कानून व्यवस्था को लेकर विभाग द्वारा लगातार समीक्षा बैठकें आयोजित की जा रही हैं। अधिकारियों को निर्देश दिए गए कि आमजन की शिकायतों का त्वरित निस्तारण सुनिश्चित करें तथा संवेदनशील क्षेत्रों में गश्त बढ़ाई जाए। इस दौरान साइबर अपराध, महिला अत्याचार एवं मादक पदार्थों की तस्करी पर विशेष अभियान चलाने के भी निर्देश दिए गए। बैठक में विभिन्न जिलों के पुलिस अधीक्षक एवं वरिष्ठ अधिकारी उपस्थित रहे और उन्होंने अपने क्षेत्र की प्रगति रिपोर्ट प्रस्तुत की। राज्य में अपराध नियंत्रण और कानून व्यवस्था को लेकर विभाग द्वारा लगातार समीक्षा बैठकें आयोजित की जा रही हैं। अधिकारियों को निर्देश दिए गए कि आमजन की शिकायतों का त्वरित निस्तारण सुनिश्चित करें तथा संवेदनशील क्षेत्रों में गश्त बढ़ाई जाए। इस दौरान साइबर अपराध, महिला अत्याचार एवं मादक पदार्थों की तस्करी पर विशेष अभियान चलाने के भी निर्देश दिए गए। बैठक में विभिन्न जिलों के पुलिस अधीक्षक एवं वरिष्ठ अधिकारी उपस्थित रहे और उन्होंने अपने क्षेत्र की प्रगति रिपोर्ट प्रस्तुत की। राज्य में अपराध नियंत्रण और कानून व्यवस्था को लेकर विभाग द्वारा लगातार समीक्षा बैठकें आयोजित की जा रही हैं। अधिकारियों को निर्देश दिए गए कि आमजन की शिकायतों का त्वरित निस्तारण सुनिश्चित करें तथा संवेदनशील क्षेत्रों में गश्त बढ़ाई जाए। इस दौरान साइबर अपराध, महिला अत्याचार एवं मादक पदार्थों की तस्करी पर विशेष अभियान चलाने के भी निर्देश दिए गए। बैठक में विभिन्न जिलों के पुलिस अधीक्षक एवं वरिष्ठ अधिकारी उपस्थित रहे और उन्होंने अपने क्षेत्र की प्रगति रिपोर्ट प्रस्तुत की। राज्य में अपराध नियंत्रण और कानून व्यवस्था को लेकर विभाग द्वारा लगातार समीक्षा बैठकें आयोजित की जा रही हैं। अधिकारियों को निर्देश दिए गए कि आमजन की शिकायतों का त्वरित निस्तारण सुनिश्चित करें तथा संवेदनशील क्षेत्रों में गश्त बढ़ाई जाए। इस दौरान साइबर अपराध, महिला अत्याचार एवं मादक पदार्थों की तस्करी पर विशेष अभियान चलाने के भी निर्देश दिए गए। बैठक में विभिन्न जिलों के पुलिस अधीक्षक एवं वरिष्ठ अधिकारी उपस्थित रहे और उन्होंने अपने क्षेत्र की प्रगति रिपोर्ट प्रस्तुत की। [134, 52, 198, 141]
editorial-byline: जयपुर [4, 67, 10, 70]
msme-photo [330, 370, 398, 434]
class-byline: जयपुर, जूम न्यूज़ [206, 355, 223, 359]
class-headline: कक्षा 5 व 8 परीक्षा में फेल छात्रों को फिर अवसर के निर्देश [206, 342, 258, 353]
msme-headline-1: लघु उद्योग भारती की बैठक में संगठन विस्तार [262, 341, 360, 348]
tikaram-headline-1: डांगावास में पीड़ितों के बीच पहुंचे टीकाराम जूली ने पुलिस [2, 342, 148, 350]
tikaram-col-1: राज्य में अपराध नियंत्रण और कानून व्यवस्था को लेकर विभाग द्वारा लगातार समीक्षा बैठकें आयोजित की जा रही हैं। अधिकारियों को निर्देश दिए गए कि आमजन की शिकायतों का त्वरित निस्तारण सुनिश्चित करें तथा संवेदनशील क्षेत्रों में गश्त बढ़ाई जाए। इस दौरान साइबर अपराध, महिला अत्याचार एवं मादक पदार्थों की तस्करी पर विशेष अभियान चलाने के भी निर्देश दिए गए। बैठक में विभिन्न जिलों के पुलिस अधीक्षक एवं वरिष्ठ अधिकारी उपस्थित रहे और उन्होंने अपने क्षेत्र की प्रगति रिपोर्ट प्रस्तुत की। राज्य में अपराध नियंत्रण और कानून व्यवस्था को लेकर विभाग द्वारा लगातार समीक्षा बैठकें आयोजित की जा रही हैं। अधिकारियों को निर्देश दिए गए कि आमजन की शिकायतों का त्वरित निस्तारण सुनिश्चित करें तथा संवेदनशील क्षेत्रों में गश्त बढ़ाई जाए। इस दौरान साइबर अपराध, महिला अत्याचार एवं मादक पदार्थों की तस्करी पर विशेष अभियान चलाने के भी निर्देश दिए गए। बैठक में विभिन्न जिलों के पुलिस अधीक्षक एवं वरिष्ठ अधिकारी उपस्थित रहे और उन्होंने अपने क्षेत्र की प्रगति रिपोर्ट प्रस्तुत की। राज्य में अपराध नियंत्रण और कानून व्यवस्था को लेकर विभाग द्वारा लगातार समीक्षा बैठकें आयोजित की जा रही हैं। अधिकारियों को निर्देश दिए गए कि आमजन की शिकायतों का त्वरित निस्तारण सुनिश्चित करें तथा संवेदनशील क्षेत्रों में गश्त बढ़ाई जाए। इस दौरान साइबर अपराध, महिला अत्याचार एवं मादक पदार्थों की तस्करी पर विशेष अभियान चलाने के भी निर्देश दिए गए। बैठक में विभिन्न जिलों के पुलिस अधीक्षक एवं वरिष्ठ अधिकारी उपस्थित रहे और उन्होंने अपने क्षेत्र की प्रगति रिपोर्ट प्रस्तुत की। राज्य में अपराध नियंत्रण और कानून व्यवस्था को लेकर विभाग द्वारा लगातार समीक्षा बैठकें आ [62, 370, 130, 434]
pension-body [134, 224, 332, 334]
tikaram-byline: नागौर, जूम न्यूज़ [62, 367, 78, 370]
class-story [206, 342, 258, 434]
side-story-byline: जयपुर, जूम न्यूज़ [336, 238, 353, 242]
side-story-headline: पैसल सेवाओं के सुदृढ़ीकरण के लिए ऑनलाइन वेबिनार होगा लागू [336, 223, 397, 235]
msme-col-1: राज्य में अपराध नियंत्रण और कानून व्यवस्था को लेकर विभाग द्वारा लगातार समीक्षा बैठकें आयोजित की जा रही हैं। अधिकारियों को निर्देश दिए गए कि आमजन की शिकायतों का त्वरित निस्तारण सुनिश्चित करें तथा संवेदनशील क्षेत्रों में गश्त बढ़ाई जाए। इस दौरान साइबर अपराध, महिला अत्याचार एवं मादक पदार्थों की तस्करी पर विशेष अभियान चलाने के भी निर्देश दिए गए। बैठक में विभिन्न जिलों के पुलिस अधीक्षक एवं वरिष्ठ अधिकारी उपस्थित रहे और उन्होंने अपने क्षेत्र की प्रगति रिपोर्ट प्रस्तुत की। राज्य में अपराध नियंत्रण और कानून व्यवस्था को लेकर विभाग द्वारा लगातार समीक्षा बैठकें आयोजित की जा रही हैं। अधिकारियों को निर्देश दिए गए कि आमजन की शिकायतों का त्वरित निस्तारण सुनिश्चित करें तथा संवेदनशील क्षेत्रों में गश्त बढ़ाई जाए। इस दौरान साइबर अपराध, महिला अत्याचार एवं मादक पदार्थों की तस्करी पर विशेष अभियान चलाने के भी निर्देश दिए गए। बैठक में विभिन्न जिलों के पुलिस अधीक्षक एवं वरिष्ठ अधिकारी उपस्थित रहे और उन्होंने अपने क्षेत्र की प्रगति रिपोर्ट प्रस्तुत की। राज्य में अपराध नियंत्रण और कानून व्यवस्था को लेकर विभाग द्वारा लगातार समीक्षा बैठकें आयोजित की जा रही हैं। अधिकारियों को निर्देश दिए गए कि आमजन की शिकायतों का त्वरित निस्तारण सुनिश्चित करें तथा संवेदनशील क्षेत्रों में गश्त बढ़ाई जाए। इस दौरान साइबर अपराध, महिला अत्याचार एवं मादक पदार्थों की तस्करी पर विशेष अभियान चलाने के भी निर्देश दिए गए। बैठक में विभिन्न जिलों के पुलिस अधीक्षक एवं वरिष्ठ अधिकारी [262, 374, 326, 434]
kalash-col-2: राज्य में अपराध नियंत्रण और कानून व्यवस्था को लेकर विभाग द्वारा लगातार समीक्षा बैठकें आयोजित की जा रही हैं। अधिकारियों को निर्देश दिए गए कि आमजन की शिकायतों का त्वरित निस्तारण सुनिश्चित करें तथा संवेदनशील क्षेत्रों में गश्त बढ़ाई जाए। इस दौरान साइबर अपराध, महिला अत्याचार एवं मादक पदार्थों की तस्करी पर विशेष अभियान चलाने के भी निर्देश दिए गए। बैठक में विभिन्न जिलों के पुलिस अधीक्षक एवं वरिष्ठ अधिकारी उपस्थित रहे और उन्होंने अपने क्षेत्र की प्रगति रिपोर्ट प्रस्तुत की। राज्य में अपराध नियंत्रण और कानून व्यवस्था को लेकर विभाग द्वारा लगातार समीक्षा बैठकें आयोजित की जा रही हैं। अधिकारियों को निर्देश दिए गए कि आमजन की शिकायतों का त्वरित निस्तारण सुनिश्चित करें तथा संवेदनशील क्षेत्रों में गश्त बढ़ाई जाए। इस दौरान साइबर अपराध, महिला अत्याचार एवं मादक पदार्थों की तस्करी पर विशेष अभियान चलाने के भी निर्देश दिए गए। बैठक में विभिन्न जिलों के पुलिस अधीक्षक एवं वरिष्ठ अधिकारी उपस्थित रहे और उन्होंने अपने क्षेत्र की प्रगति रिपोर्ट प्रस्तुत की। राज्य में अपराध नियंत्रण और कानून व्यवस्था को लेकर विभाग द्वारा लगातार समीक्षा बैठकें आयोजित की जा रही हैं। अधिकारियों को निर्देश दिए गए कि आमजन की शिकायतों का त्वरित निस्तारण सुनिश्चित करें तथा संवेदनशील क्षेत्रों में गश्त बढ़ाई जाए। इस दौरान साइबर अपराध, महिला अत्याचार एवं मादक पदार्थों की तस्करी पर विशेष अभियान चलाने के भी निर्देश दिए गए। बैठक में विभिन्न जिलों के पुलिस अधीक्षक एवं वरिष्ठ अधिकारी उपस्थित रहे और उन्होंने अपने क्षेत्र की प्रगति रिपोर्ट प्रस्तुत की। राज्य में अपराध नियंत्रण और कानून व्यवस्था को लेकर विभाग द्वारा लगातार समीक्षा बैठकें आयोजित की जा रही हैं। अधिकारियों को निर्देश दिए गए कि आमजन की शिकायतों का त्वरित निस्तारण सुनिश्चित करें तथा संवेदनशील क्षेत्रों में गश्त बढ़ाई जाए। इस दौरान साइबर अपराध, महिला अत्याचार एवं मादक पदार्थों की तस्करी पर विशेष अभियान चलाने के भी निर्देश दिए गए। बैठक में विभिन्न जिलों के पुलिस अधीक्षक एवं वरिष्ठ अधिकारी उपस्थित रहे और उन्होंने अपने क्षेत्र की प्रगति रिपोर्ट प्रस्तुत की। [68, 466, 130, 555]
class-body: राज्य में अपराध नियंत्रण और कानून व्यवस्था को लेकर विभाग द्वारा लगातार समीक्षा बैठकें आयोजित की जा रही हैं। अधिकारियों को निर्देश दिए गए कि आमजन की शिकायतों का त्वरित निस्तारण सुनिश्चित करें तथा संवेदनशील क्षेत्रों में गश्त बढ़ाई जाए। इस दौरान साइबर अपराध, महिला अत्याचार एवं मादक पदार्थों की तस्करी पर विशेष अभियान चलाने के भी निर्देश दिए गए। बैठक में विभिन्न जिलों के पुलिस अधीक्षक एवं वरिष्ठ अधिकारी उपस्थित रहे और उन्होंने अपने क्षेत्र की प्रगति रिपोर्ट प्रस्तुत की। राज्य में अपराध नियंत्रण और कानून व्यवस्था को लेकर विभाग द्वारा लगातार समीक्षा बैठकें आयोजित की जा रही हैं। अधिकारियों को निर्देश दिए गए कि आमजन की शिकायतों का त्वरित निस्तारण सुनिश्चित करें तथा संवेदनशील क्षेत्रों में गश्त बढ़ाई जाए। इस दौरान साइबर अपराध, महिला अत्याचार एवं मादक पदार्थों की तस्करी पर विशेष अभियान चलाने के भी निर्देश दिए गए। बैठक में विभिन्न जिलों के पुलिस अधीक्षक एवं वरिष्ठ अधिकारी उपस्थित रहे और उन्होंने अपने क्षेत्र की प्रगति रिपोर्ट प्रस्तुत की। राज्य में अपराध नियंत्रण और कानून व्यवस्था को लेकर विभाग द्वारा लगातार समीक्षा बैठकें आयोजित की जा रही हैं। अधिकारियों को निर्देश दिए गए कि आमजन [206, 358, 258, 420]
pension-col-3: राज्य में अपराध नियंत्रण और कानून व्यवस्था को लेकर विभाग द्वारा लगातार समीक्षा बैठकें आयोजित की जा रही हैं। अधिकारियों को निर्देश दिए गए कि आमजन की शिकायतों का त्वरित निस्तारण सुनिश्चित करें तथा संवेदनशील क्षेत्रों में गश्त बढ़ाई जाए। इस दौरान साइबर अपराध, महिला अत्याचार एवं मादक पदार्थों की तस्करी पर विशेष अभियान चलाने के भी निर्देश दिए गए। बैठक में विभिन्न जिलों के पुलिस अधीक्षक एवं वरिष्ठ अधिकारी उपस्थित रहे और उन्होंने अपने क्षेत्र की प्रगति रिपोर्ट प्रस्तुत की। राज्य में अपराध नियंत्रण और कानून व्यवस्था को लेकर विभाग द्वारा लगातार समीक्षा बैठकें आयोजित की जा रही हैं। अधिकारियों को निर्देश दिए गए कि आमजन की शिकायतों का त्वरित निस्तारण सुनिश्चित करें तथा संवेदनशील क्षेत्रों में गश्त बढ़ाई जाए। इस दौरान साइबर अपराध, महिला अत्याचार एवं मादक पदार्थों की तस्करी पर विशेष अभियान चलाने के भी निर्देश दिए गए। बैठक में विभिन्न जिलों के पुलिस अधीक्षक एवं वरिष्ठ अधिकारी उपस्थित रहे और उन्होंने अपने क्षेत्र की प्रगति रिपोर्ट प्रस्तुत की। राज्य में अपराध नियंत्रण और कानून व्यवस्था को लेकर विभाग द्वारा लगातार समीक्षा बैठकें आयोजित की जा रही हैं। अधिकारियों को निर्देश दिए गए कि आमजन की शिकायतों का त्वरित निस्तारण सुनिश्चित करें तथा संवेदनशील क्षेत्रों में गश्त बढ़ाई जाए। इस दौरान साइबर अपराध, महिला अत्याचार एवं मादक पदार्थों की तस्करी पर विशेष अभियान चलाने के भी निर्देश दिए गए। बैठक में विभिन्न जिलों के पुलिस अधीक्षक एवं वरिष्ठ अधिकारी उपस्थित रहे और उन्होंने अपने क्षेत्र की प्रगति रिपोर्ट प्रस्तुत की। राज्य में अपराध नियंत्रण और कानून व्यवस्था को लेकर विभाग द्वारा लगातार समीक्षा बैठकें आयोजित की जा रही हैं। अधिकारियों को निर्देश दिए गए कि आमजन की शिकायतों का त्वरित निस्तारण सुनिश्चित करें तथा संवेदनशील क्षेत्रों में गश्त बढ़ाई जाए। इस दौरान साइबर अपराध, महिला अत्याचार एवं मादक पदार्थों की तस्करी पर विशेष अभियान चलाने के भी निर्देश दिए गए। बैठक में विभिन्न जिलों के पुलिस अधीक्षक एवं वरिष्ठ अधिकारी उपस्थित रहे और उन्होंने अपने क्षेत्र की प्रगति रिपोर्ट प्रस्तुत की। [268, 224, 332, 313]
kalash-col-1: राज्य में अपराध नियंत्रण और कानून व्यवस्था को लेकर विभाग द्वारा लगातार समीक्षा बैठकें आयोजित की जा रही हैं। अधिकारियों को निर्देश दिए गए कि आमजन की शिकायतों का त्वरित निस्तारण सुनिश्चित करें तथा संवेदनशील क्षेत्रों में गश्त बढ़ाई जाए। इस दौरान साइबर अपराध, महिला अत्याचार एवं मादक पदार्थों की तस्करी पर विशेष अभियान चलाने के भी निर्देश दिए गए। बैठक में विभिन्न जिलों के पुलिस अधीक्षक एवं वरिष्ठ अधिकारी उपस्थित रहे और उन्होंने अपने क्षेत्र की प्रगति रिपोर्ट प्रस्तुत की। राज्य में अपराध नियंत्रण और कानून व्यवस्था को लेकर विभाग द्वारा लगातार समीक्षा बैठकें आयोजित की जा रही हैं। अधिकारियों को निर्देश दिए गए कि आमजन की शिकायतों का त्वरित निस्तारण सुनिश्चित करें तथा संवेदनशील क्षेत्रों में गश्त बढ़ाई जाए। इस दौरान साइबर अपराध, महिला अत्याचार एवं मादक पदार्थों की तस्करी पर विशेष अभियान चलाने के भी निर्देश दिए गए। बैठक में विभिन्न जिलों के पुलिस अधीक्षक एवं वरिष्ठ अधिकारी उपस्थित रहे और उन्होंने अपने क्षेत्र की प्रगति रिपोर्ट प्रस्तुत की। राज्य में अपराध नियंत्रण और कानून व्यवस्था को लेकर विभाग द्वारा लगातार समीक्षा बैठकें आयोजित की जा रही हैं। अधिकारियों को निर्देश दिए गए कि आमजन की शिकायतों का त्वरित निस्तारण सुनिश्चित करें तथा संवेदनशील क्षेत्रों में गश्त बढ़ाई जाए। इस दौरान साइबर अपराध, महिला अत्याचार एवं मादक पदार्थों की तस्करी पर विशेष अभियान चलाने के भी निर्देश दिए गए। बैठक में विभिन्न जिलों के पुलिस अधीक्षक एवं वरिष्ठ अधिकारी उपस्थित रहे और उन्होंने अपने क्षेत्र की प्रगति रिपोर्ट प्रस्तुत की। राज्य में अपराध नियंत्रण और कानून व्यवस्था को लेकर विभाग द्वारा लगातार समीक्षा बैठकें आयोजित की जा रही हैं। अधिकारियों को निर्देश दिए गए कि आमजन की शिकायतों का त्वरित निस्तारण सुनिश्चित करें तथा संवेदनशील क्षेत्रों में गश्त बढ़ाई जाए। इस दौरान साइबर अपराध, महिला अत्याचार एवं मादक पदार्थों की तस्करी पर विशेष अभियान चलाने के भी निर्देश दिए गए। बैठक में विभिन्न जिलों के पुलिस अधीक्षक एवं वरिष्ठ अधिकारी उपस्थित रहे और उन्होंने अपने क्षेत्र की प्रगति रिपोर्ट प्रस्तुत की। [2, 470, 64, 559]
logo-subtext: ZOOM NEWS [182, 14, 206, 18]
kalash-byline: सरदारशहर, जूम न्यूज़ [2, 467, 23, 470]
editorial-box-title: 6 प्रभावित व्यापारियों को ट्रांसपोर्ट नगर में दुकानें आवंटित [8, 264, 124, 270]
city-label: जयपुर [6, 7, 27, 17]
